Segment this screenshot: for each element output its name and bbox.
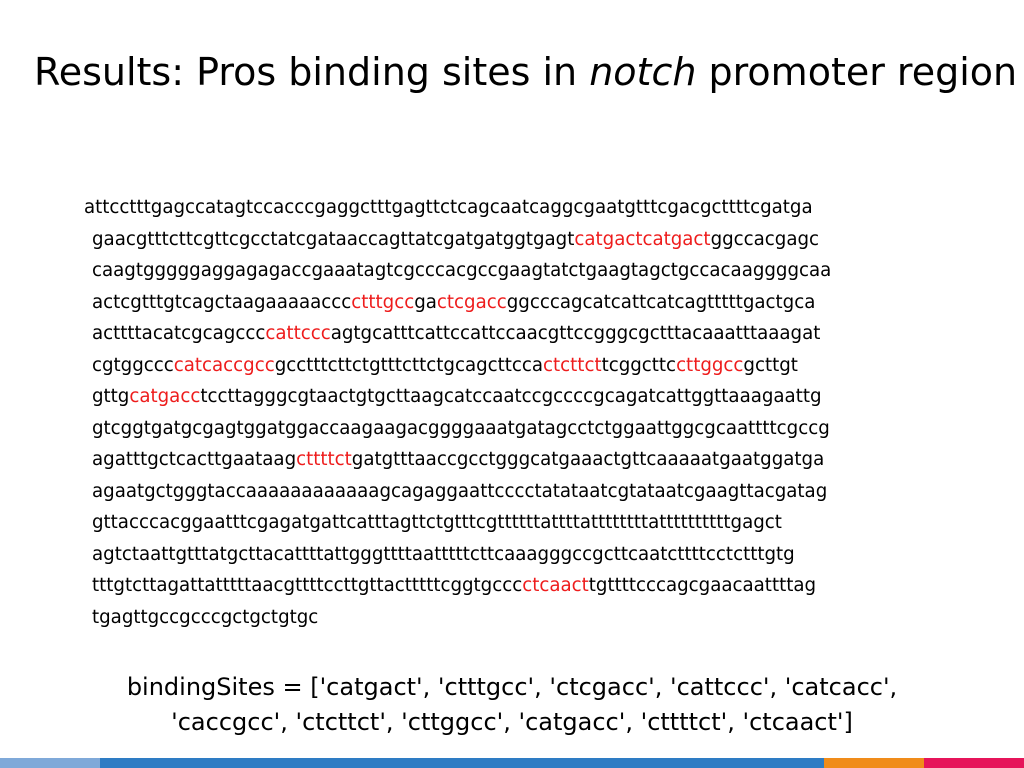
title-prefix: Results: Pros binding sites in (34, 50, 590, 94)
sequence-text: ggccacgagc (710, 228, 820, 250)
title-suffix: promoter region (696, 50, 1018, 94)
footer-bar-orange (824, 758, 924, 768)
binding-site-highlight: catgactcatgact (574, 228, 711, 250)
binding-sites-line-2: 'caccgcc', 'ctcttct', 'cttggcc', 'catgacc', 'cttttct', 'ctcaact'] (171, 708, 853, 736)
sequence-line (84, 255, 984, 287)
sequence-line (84, 413, 984, 445)
binding-site-highlight: cttttct (296, 449, 352, 470)
binding-site-highlight: catgacc (129, 386, 201, 407)
binding-site-highlight: ctcaact (522, 575, 589, 596)
sequence-text: tcggcttc (601, 354, 677, 376)
title-gene: notch (589, 50, 697, 94)
sequence-text: gcctttcttctgtttcttctgcagcttcca (274, 354, 544, 376)
sequence-text: ga (414, 291, 437, 313)
sequence-line (84, 287, 984, 319)
sequence-line (84, 539, 984, 571)
slide-title (34, 48, 1017, 96)
footer-bar-light-blue (0, 758, 100, 768)
sequence-text: agtgcatttcattccattccaacgttccgggcgctttacaaatttaaagat (330, 323, 821, 344)
binding-site-highlight: catcaccgcc (173, 354, 275, 376)
binding-sites-list (100, 670, 924, 740)
sequence-line (84, 381, 984, 413)
sequence-text: tttgtcttagattatttttaacgttttccttgttactttttcggtgccc (92, 575, 523, 596)
sequence-line (84, 224, 984, 256)
sequence-text: actcgtttgtcagctaagaaaaaccc (92, 291, 352, 313)
sequence-text: gaacgtttcttcgttcgcctatcgataaccagttatcgatgatggtgagt (92, 228, 575, 250)
binding-site-highlight: ctcgacc (436, 291, 507, 313)
footer-bar-blue (100, 758, 824, 768)
sequence-text: tgttttcccagcgaacaattttag (588, 575, 817, 596)
sequence-text: gttacccacggaatttcgagatgattcatttagttctgtttcgttttttattttattttttttattttttttttgagct (92, 512, 782, 533)
footer-bar-pink (924, 758, 1024, 768)
sequence-text: attcctttgagccatagtccacccgaggctttgagttctcagcaatcaggcgaatgtttcgacgcttttcgatga (84, 197, 813, 218)
sequence-line (84, 444, 984, 476)
sequence-line (84, 318, 984, 350)
sequence-line (84, 602, 984, 634)
promoter-sequence (84, 192, 984, 633)
sequence-line (84, 476, 984, 508)
binding-site-highlight: ctcttct (543, 354, 602, 376)
sequence-text: gttg (92, 386, 130, 407)
sequence-line (84, 570, 984, 602)
sequence-text: gcttgt (743, 354, 798, 376)
sequence-text: caagtgggggaggagagaccgaaatagtcgcccacgccgaagtatctgaagtagctgccacaaggggcaa (92, 260, 832, 281)
sequence-text: acttttacatcgcagccc (92, 323, 266, 344)
sequence-text: agaatgctgggtaccaaaaaaaaaaaagcagaggaattcccctatataatcgtataatcgaagttacgatag (92, 480, 828, 502)
sequence-text: tgagttgccgcccgctgctgtgc (92, 606, 319, 628)
binding-sites-line-1: bindingSites = ['catgact', 'ctttgcc', 'ctcgacc', 'cattccc', 'catcacc', (126, 673, 898, 701)
sequence-line (84, 192, 984, 224)
sequence-line (84, 507, 984, 539)
sequence-text: agatttgctcacttgaataag (92, 449, 297, 470)
sequence-text: gatgtttaaccgcctgggcatgaaactgttcaaaaatgaatggatga (351, 449, 825, 470)
binding-site-highlight: cttggcc (676, 354, 744, 376)
sequence-text: gtcggtgatgcgagtggatggaccaagaagacggggaaatgatagcctctggaattggcgcaattttcgccg (92, 417, 830, 439)
sequence-text: agtctaattgtttatgcttacattttattgggttttaatttttcttcaaagggccgcttcaatcttttcctctttgtg (92, 543, 795, 565)
footer-color-bar (0, 758, 1024, 768)
binding-site-highlight: ctttgcc (351, 291, 415, 313)
sequence-text: tccttagggcgtaactgtgcttaagcatccaatccgccccgcagatcattggttaaagaattg (200, 386, 822, 407)
sequence-line (84, 350, 984, 382)
sequence-text: cgtggccc (92, 354, 174, 376)
sequence-text: ggcccagcatcattcatcagtttttgactgca (506, 291, 816, 313)
binding-site-highlight: cattccc (265, 323, 331, 344)
